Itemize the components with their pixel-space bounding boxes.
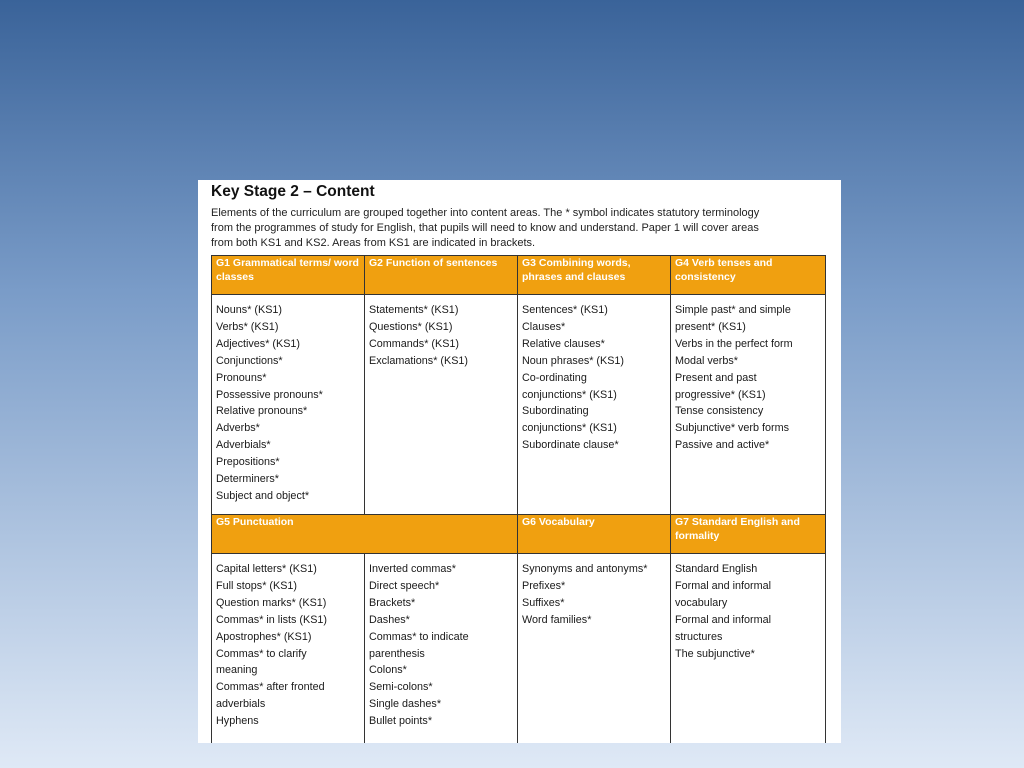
list-item: parenthesis bbox=[369, 647, 425, 660]
list-item: Questions* (KS1) bbox=[369, 320, 453, 333]
list-item: Sentences* (KS1) bbox=[522, 304, 608, 316]
intro-line: from both KS1 and KS2. Areas from KS1 are indicated in brackets. bbox=[211, 237, 536, 249]
list-item: conjunctions* (KS1) bbox=[522, 388, 617, 401]
list-item: conjunctions* (KS1) bbox=[522, 422, 617, 435]
list-item: Tense consistency bbox=[675, 405, 764, 418]
list-item: Statements* (KS1) bbox=[369, 304, 459, 316]
list-item: Question marks* (KS1) bbox=[216, 596, 327, 609]
list-item: Clauses* bbox=[522, 320, 566, 333]
document-title: Key Stage 2 – Content bbox=[211, 183, 375, 200]
header-g2: G2 Function of sentences bbox=[365, 256, 518, 295]
list-item: Single dashes* bbox=[369, 698, 442, 711]
list-item: adverbials bbox=[216, 698, 266, 711]
list-item: Direct speech* bbox=[369, 579, 440, 592]
cell-g1 bbox=[212, 295, 365, 515]
cell-g2 bbox=[365, 295, 518, 515]
list-item: Commas* in lists (KS1) bbox=[216, 613, 327, 626]
cell-g7 bbox=[671, 554, 826, 744]
cell-g6 bbox=[518, 554, 671, 744]
list-item: Semi-colons* bbox=[369, 681, 433, 694]
list-item: vocabulary bbox=[675, 596, 728, 609]
list-item: Modal verbs* bbox=[675, 354, 739, 367]
header-g5: G5 Punctuation bbox=[212, 515, 518, 554]
list-item: Co-ordinating bbox=[522, 371, 587, 384]
list-item: Noun phrases* (KS1) bbox=[522, 354, 625, 367]
list-item: Prefixes* bbox=[522, 579, 566, 592]
list-item: Brackets* bbox=[369, 596, 416, 609]
list-item: Passive and active* bbox=[675, 439, 770, 452]
header-g6: G6 Vocabulary bbox=[518, 515, 671, 554]
intro-line: Elements of the curriculum are grouped together into content areas. The * symbol indicates statutory terminology bbox=[211, 207, 760, 219]
list-item: Conjunctions* bbox=[216, 354, 283, 367]
list-item: Adverbials* bbox=[216, 439, 271, 452]
list-item: Pronouns* bbox=[216, 371, 267, 384]
list-item: Formal and informal bbox=[675, 613, 772, 626]
list-item: progressive* (KS1) bbox=[675, 388, 766, 401]
list-item: Colons* bbox=[369, 664, 407, 677]
list-item: Full stops* (KS1) bbox=[216, 579, 298, 592]
list-item: The subjunctive* bbox=[675, 647, 755, 660]
list-item: Relative clauses* bbox=[522, 337, 605, 350]
content-areas-table bbox=[211, 255, 826, 743]
list-item: Relative pronouns* bbox=[216, 405, 308, 418]
list-item: Inverted commas* bbox=[369, 563, 457, 575]
cell-g3 bbox=[518, 295, 671, 515]
list-item: Present and past bbox=[675, 371, 757, 384]
list-item: meaning bbox=[216, 664, 258, 677]
list-item: Subordinating bbox=[522, 405, 589, 418]
list-item: Commands* (KS1) bbox=[369, 337, 460, 350]
list-item: Bullet points* bbox=[369, 715, 433, 728]
intro-line: from the programmes of study for English, that pupils will need to know and understand. Paper 1 will cover areas bbox=[211, 222, 759, 234]
list-item: Synonyms and antonyms* bbox=[522, 563, 648, 575]
list-item: Dashes* bbox=[369, 613, 410, 626]
list-item: Adjectives* (KS1) bbox=[216, 337, 301, 350]
list-item: Subject and object* bbox=[216, 489, 310, 502]
list-item: Capital letters* (KS1) bbox=[216, 563, 317, 575]
intro-paragraph bbox=[211, 206, 823, 251]
list-item: present* (KS1) bbox=[675, 320, 746, 333]
list-item: Simple past* and simple bbox=[675, 304, 791, 316]
list-item: Possessive pronouns* bbox=[216, 388, 323, 401]
header-g3: G3 Combining words, phrases and clauses bbox=[518, 256, 671, 295]
list-item: Prepositions* bbox=[216, 456, 280, 469]
header-g1: G1 Grammatical terms/ word classes bbox=[212, 256, 365, 295]
list-item: Verbs in the perfect form bbox=[675, 337, 793, 350]
list-item: Commas* to indicate bbox=[369, 630, 469, 643]
list-item: Suffixes* bbox=[522, 596, 565, 609]
list-item: Subordinate clause* bbox=[522, 439, 619, 452]
list-item: Apostrophes* (KS1) bbox=[216, 630, 312, 643]
list-item: Commas* to clarify bbox=[216, 647, 307, 660]
list-item: structures bbox=[675, 630, 723, 643]
list-item: Hyphens bbox=[216, 715, 259, 728]
cell-g4 bbox=[671, 295, 826, 515]
list-item: Word families* bbox=[522, 613, 592, 626]
cell-g5-right bbox=[365, 554, 518, 744]
list-item: Commas* after fronted bbox=[216, 681, 325, 694]
list-item: Standard English bbox=[675, 563, 758, 575]
list-item: Verbs* (KS1) bbox=[216, 320, 279, 333]
cell-g5-left bbox=[212, 554, 365, 744]
header-g4: G4 Verb tenses and consistency bbox=[671, 256, 826, 295]
list-item: Subjunctive* verb forms bbox=[675, 422, 790, 435]
list-item: Formal and informal bbox=[675, 579, 772, 592]
list-item: Determiners* bbox=[216, 473, 279, 486]
header-g7: G7 Standard English and formality bbox=[671, 515, 826, 554]
list-item: Nouns* (KS1) bbox=[216, 304, 283, 316]
content-document bbox=[198, 180, 841, 743]
list-item: Adverbs* bbox=[216, 422, 260, 435]
list-item: Exclamations* (KS1) bbox=[369, 354, 469, 367]
